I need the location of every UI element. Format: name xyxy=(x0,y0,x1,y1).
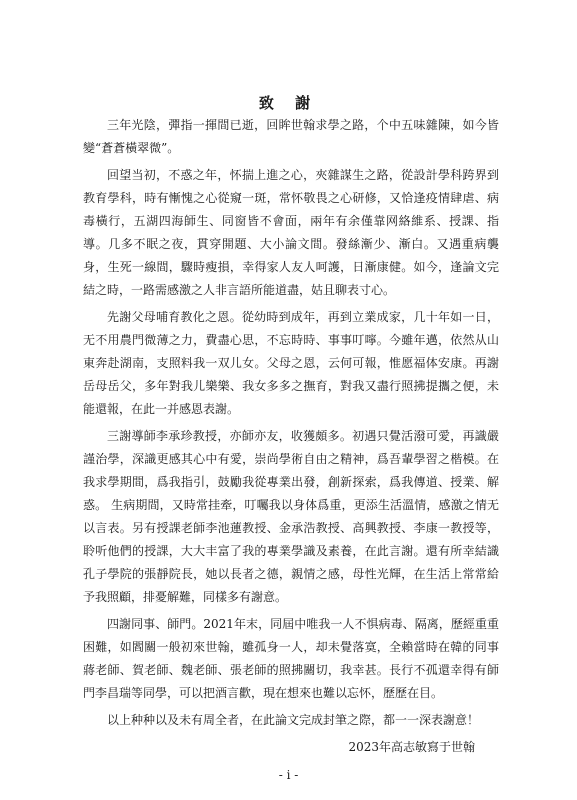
paragraph-intro: 三年光陰，彈指一揮間已逝，回眸世翰求學之路，个中五味雜陳，如今皆變“蒼蒼橫翠微”。 xyxy=(83,118,499,155)
paragraph-parents: 先謝父母哺育教化之恩。從幼時到成年，再到立業成家，几十年如一日，无不用農門微薄之力，費盡心思，不忘時時、事事叮嚀。今雖年邁，依然从山東奔赴湖南，支照料我一双儿女。父母之恩，云何可報，惟愿福体安康。再謝岳母岳父，多年對我儿樂樂、我女多多之撫育，對我又盡行照拂提攜之便，未能還報，在此一并感恩表謝。 xyxy=(83,310,499,416)
signature-line: 2023年高志敏寫于世翰 xyxy=(348,740,475,754)
page-title: 致 謝 xyxy=(258,94,319,112)
page-number: - i - xyxy=(278,768,299,782)
paragraph-closing: 以上种种以及未有周全者，在此論文完成封筆之際，都一一深表謝意！ xyxy=(107,713,480,727)
paragraph-advisor: 三謝導師李承珍教授，亦師亦友，收獲頗多。初遇只覺活潑可愛，再識嚴謹治學，深識更感其心中有愛，崇尚學術自由之精神，爲吾輩學習之楷模。在我求學期間，爲我指引，鼓勵我從專業出發，創新探索，爲我傳道、授業、解惑。 生病期間，又時常挂牽，叮囑我以身体爲重，更添生活溫情，感激之情无以言表。另有授課老師李池蓮教授、金承浩教授、高興教授、李康一教授等，聆听他們的授課，大大丰富了我的專業學識及素養，在此言謝。還有所幸結識孔子學院的張靜院長，她以長者之德，親情之感，母性光輝，在生活上常常給予我照顧，排憂解難，同樣多有謝意。 xyxy=(83,429,499,604)
acknowledgement-body xyxy=(83,114,499,759)
paragraph-retrospect: 回望当初，不惑之年，怀揣上進之心，夾雜謀生之路，從設計學科跨界到教育學科，時有慚愧之心從窺一斑，常怀敬畏之心研修，又恰逢疫情肆虐、病毒橫行，五湖四海師生、同窗皆不會面，兩年有余僅靠网絡維系、授課、指導。几多不眠之夜，貫穿開題、大小論文間。發絲漸少、漸白。又遇重病襲身，生死一線間，驟時瘦損，幸得家人友人呵護，日漸康健。如今，逢論文完結之時，一路需感激之人非言語所能道盡，姑且聊表寸心。 xyxy=(83,168,499,297)
paragraph-colleagues: 四謝同事、師門。2021年末，同屆中唯我一人不惧病毒、隔离，歷經重重困難，如閻關一般初來世翰，雖孤身一人，却未覺落寞，全賴當時在韓的同事蔣老師、賀老師、魏老師、張老師的照拂關切，我幸甚。長行不孤還幸得有師門李昌瑞等同學，可以把酒言歡，現在想來也難以忘怀，歷歷在目。 xyxy=(83,617,499,700)
